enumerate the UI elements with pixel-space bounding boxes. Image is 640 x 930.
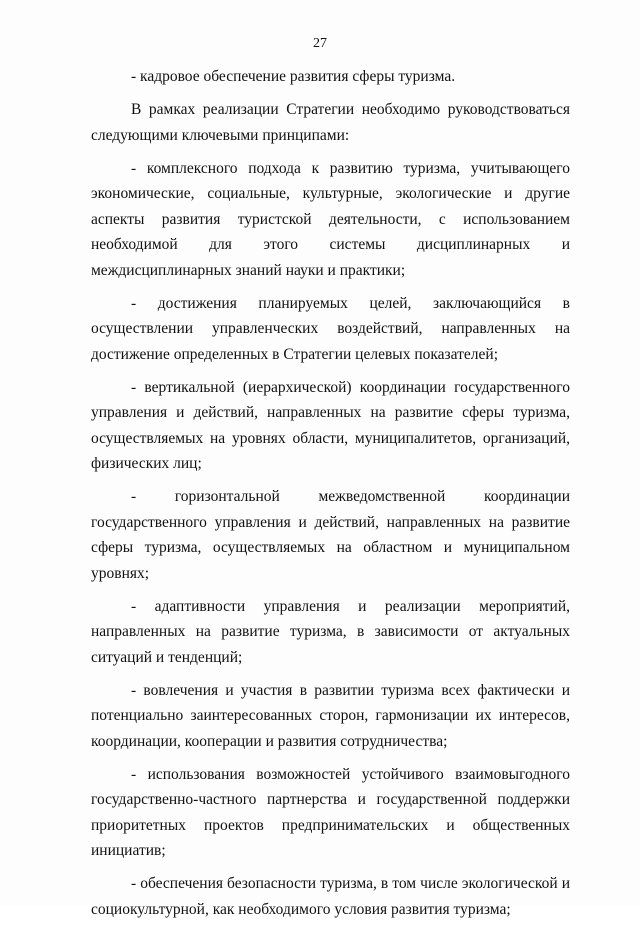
paragraph-complex-approach: - комплексного подхода к развитию туризма, учитывающего экономические, социальные, культурные, экологические и другие аспекты развития туристской деятельности, с использованием необходимой для этого системы дисциплинарных и междисциплинарных знаний науки и практики; xyxy=(91,159,570,279)
paragraph-planned-goals: - достижения планируемых целей, заключающийся в осуществлении управленческих воздействий, направленных на достижение определенных в Стратегии целевых показателей; xyxy=(91,294,570,363)
paragraph-tourism-safety: - обеспечения безопасности туризма, в том числе экологической и социокультурной, как необходимого условия развития туризма; xyxy=(91,875,570,918)
paragraph-vertical-coordination: - вертикальной (иерархической) координации государственного управления и действий, направленных на развитие сферы туризма, осуществляемых на уровнях области, муниципалитетов, организаций, физических лиц; xyxy=(91,378,570,472)
paragraph-adaptivity: - адаптивности управления и реализации мероприятий, направленных на развитие туризма, в зависимости от актуальных ситуаций и тенденций; xyxy=(91,597,570,666)
paragraph-horizontal-coordination: - горизонтальной межведомственной координации государственного управления и действий, направленных на развитие сферы туризма, осуществляемых на областном и муниципальном уровнях; xyxy=(91,488,570,582)
paragraph-principles-intro: В рамках реализации Стратегии необходимо руководствоваться следующими ключевыми принципами: xyxy=(91,101,570,144)
paragraph-stakeholder-involvement: - вовлечения и участия в развитии туризма всех фактически и потенциально заинтересованных сторон, гармонизации их интересов, координации, кооперации и развития сотрудничества; xyxy=(91,681,570,750)
paragraph-public-private-partnership: - использования возможностей устойчивого взаимовыгодного государственно-частного партнерства и государственной поддержки приоритетных проектов предпринимательских и общественных инициатив; xyxy=(91,765,570,859)
document-body xyxy=(91,64,570,930)
page-number: 27 xyxy=(313,36,327,51)
paragraph-staffing: - кадровое обеспечение развития сферы туризма. xyxy=(131,68,456,85)
